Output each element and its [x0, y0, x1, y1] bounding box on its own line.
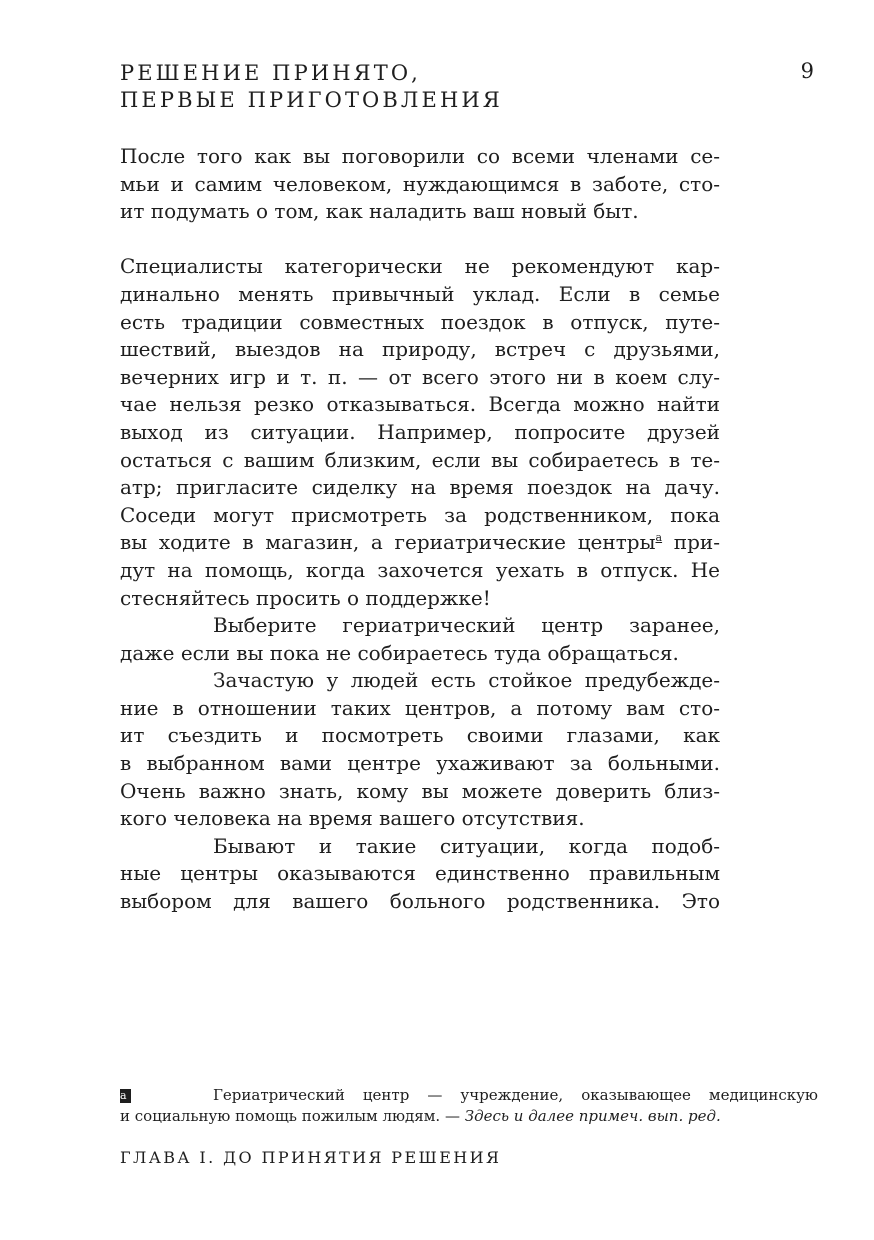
- text-fragment: вы ходите в магазин, а гериатрические центры: [120, 530, 656, 555]
- heading-line-1: РЕШЕНИЕ ПРИНЯТО,: [120, 61, 421, 85]
- text-line: дут на помощь, когда захочется уехать в отпуск. Не: [120, 557, 720, 582]
- text-line: есть традиции совместных поездок в отпуск, путе-: [120, 309, 720, 334]
- text-line-with-footnote: [120, 529, 720, 557]
- text-line: в выбранном вами центре ухаживают за больными.: [120, 751, 720, 776]
- text-line: После того как вы поговорили со всеми членами се-: [120, 144, 720, 168]
- page-number: 9: [800, 59, 814, 83]
- text-line: Очень важно знать, кому вы можете доверить близ-: [120, 778, 720, 803]
- text-line: стесняйтесь просить о поддержке!: [120, 585, 491, 610]
- text-line: ит съездить и посмотреть своими глазами, как: [120, 723, 720, 748]
- paragraph-gap: [120, 226, 720, 254]
- text-line: остаться с вашим близким, если вы собираетесь в те-: [120, 447, 720, 472]
- text-line: даже если вы пока не собираетесь туда обращаться.: [120, 640, 679, 665]
- footnote-source-note: Здесь и далее примеч. вып. ред.: [464, 1107, 721, 1125]
- heading-line-2: ПЕРВЫЕ ПРИГОТОВЛЕНИЯ: [120, 88, 503, 112]
- text-line: Зачастую у людей есть стойкое предубежде-: [213, 668, 720, 693]
- text-line: шествий, выездов на природу, встреч с друзьями,: [120, 337, 720, 362]
- text-line: выбором для вашего больного родственника. Это: [120, 889, 720, 914]
- footnote: [120, 1085, 818, 1127]
- text-line: Выберите гериатрический центр заранее,: [213, 613, 720, 638]
- text-line: Специалисты категорически не рекомендуют кар-: [120, 254, 720, 279]
- text-line: чае нельзя резко отказываться. Всегда можно найти: [120, 392, 720, 417]
- text-line: кого человека на время вашего отсутствия.: [120, 806, 585, 831]
- running-footer: ГЛАВА I. ДО ПРИНЯТИЯ РЕШЕНИЯ: [120, 1148, 502, 1167]
- text-line: динально менять привычный уклад. Если в семье: [120, 281, 720, 306]
- text-line: ные центры оказываются единственно правильным: [120, 861, 720, 886]
- footnote-line: [120, 1085, 818, 1106]
- text-line: атр; пригласите сиделку на время поездок на дачу.: [120, 475, 720, 500]
- text-fragment: при-: [662, 530, 720, 555]
- body-text: [120, 143, 720, 916]
- text-line: Соседи могут присмотреть за родственником, пока: [120, 502, 720, 527]
- text-line: ние в отношении таких центров, а потому вам сто-: [120, 695, 720, 720]
- text-line: мьи и самим человеком, нуждающимся в заботе, сто-: [120, 171, 720, 196]
- footnote-reference-link[interactable]: a: [655, 531, 663, 545]
- text-line: Бывают и такие ситуации, когда подоб-: [213, 833, 720, 858]
- footnote-text: и социальную помощь пожилым людям. —: [120, 1107, 465, 1125]
- footnote-text: Гериатрический центр — учреждение, оказывающее медицинскую: [213, 1086, 818, 1104]
- footnote-line: [120, 1106, 818, 1127]
- chapter-section-heading: [120, 60, 680, 114]
- footnote-marker: a: [120, 1089, 131, 1103]
- text-line: вечерних игр и т. п. — от всего этого ни в коем слу-: [120, 364, 720, 389]
- text-line: выход из ситуации. Например, попросите друзей: [120, 419, 720, 444]
- text-line: ит подумать о том, как наладить ваш новый быт.: [120, 199, 639, 224]
